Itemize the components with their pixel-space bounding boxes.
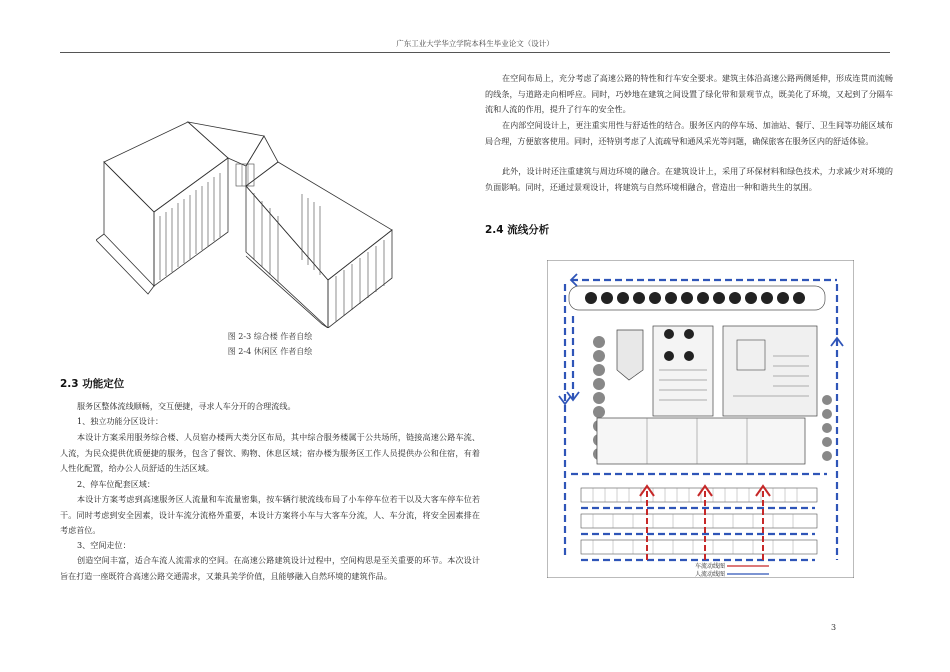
- paragraph: 2、停车位配套区域：: [77, 479, 155, 489]
- paragraph: 3、空间走位：: [77, 540, 131, 550]
- paragraph: 服务区整体流线顺畅，交互便捷，寻求人车分开的合理流线。: [77, 401, 296, 411]
- paragraph: 创造空间丰富，适合车流人流需求的空间。在高速公路建筑设计过程中，空间构思是至关重要的环节。本次设计旨在打造一座既符合高速公路交通需求，又兼具美学价值，且能够融入自然环境的建筑作品。: [60, 555, 480, 581]
- legend-car-label: 车流动线图: [695, 563, 726, 570]
- paragraph: 本设计方案考虑到高速服务区人流量和车流量密集，按车辆行驶流线布局了小车停车位若干以及大客车停车位若干。同时考虑到安全因素，设计车流分流格外重要，本设计方案将小车与大客车分流，人、车分流，将安全因素排在考虑首位。: [60, 494, 480, 535]
- page-number: 3: [831, 623, 837, 632]
- section-heading-2-3: 2.3 功能定位: [60, 378, 125, 390]
- figure-caption-2: 图 2-4 休闲区 作者自绘: [227, 347, 313, 356]
- circulation-flow-plan: [547, 260, 854, 578]
- paragraph: 1、独立功能分区设计：: [77, 416, 164, 426]
- figure-caption-1: 图 2-3 综合楼 作者自绘: [227, 332, 313, 341]
- building-axonometric-figure: [96, 66, 408, 328]
- section-heading-2-4: 2.4 流线分析: [485, 224, 550, 236]
- paragraph: 本设计方案采用服务综合楼、人员宿办楼两大类分区布局，其中综合服务楼属于公共场所，链接高速公路车流、人流，为民众提供优质便捷的服务，包含了餐饮、购物、休息区域；宿办楼为服务区工作人员提供办公和住宿，有着人性化配置，给办公人员舒适的生活区域。: [60, 432, 480, 473]
- paragraph: 此外，设计时还注重建筑与周边环境的融合。在建筑设计上，采用了环保材料和绿色技术，力求减少对环境的负面影响。同时，还通过景观设计，将建筑与自然环境相融合，营造出一种和谐共生的氛围。: [485, 166, 893, 192]
- page-header: 广东工业大学华立学院本科生毕业论文（设计）: [60, 38, 890, 53]
- paragraph: 在空间布局上，充分考虑了高速公路的特性和行车安全要求。建筑主体沿高速公路两侧延伸，形成连贯而流畅的线条，与道路走向相呼应。同时，巧妙地在建筑之间设置了绿化带和景观节点，既美化了环境，又起到了分隔车流和人流的作用，提升了行车的安全性。: [485, 73, 893, 114]
- legend-people-label: 人流动线图: [695, 571, 726, 578]
- paragraph: 在内部空间设计上，更注重实用性与舒适性的结合。服务区内的停车场、加油站、餐厅、卫生间等功能区域布局合理，方便旅客使用。同时，还特别考虑了人流疏导和通风采光等问题，确保旅客在服务区内的舒适体验。: [485, 120, 893, 146]
